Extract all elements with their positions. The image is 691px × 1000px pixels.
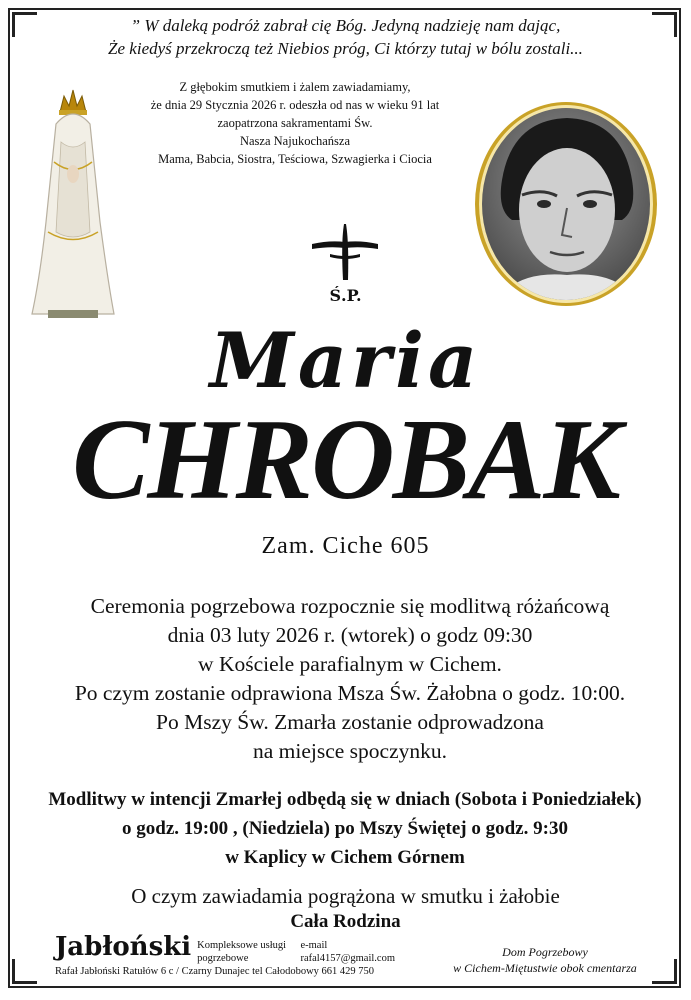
funeral-home-address: Rafał Jabłoński Ratułów 6 c / Czarny Dunajec tel Całodobowy 661 429 750 <box>55 966 375 977</box>
ceremony-info <box>40 592 660 766</box>
ceremony-line: Ceremonia pogrzebowa rozpocznie się modlitwą różańcową <box>90 594 610 618</box>
announcement-line: Nasza Najukochańsza <box>239 134 351 148</box>
last-name: CHROBAK <box>72 396 619 524</box>
location-line: Dom Pogrzebowy <box>502 945 588 959</box>
portrait-photo <box>472 100 660 308</box>
announcement <box>130 78 460 168</box>
prayers-info <box>30 785 660 872</box>
poem-line: ” W daleką podróż zabrał cię Bóg. Jedyną nadzieję nam dając, <box>130 16 561 35</box>
sp-label: Ś.P. <box>329 286 362 305</box>
corner-ornament <box>12 959 37 984</box>
email: e-mail rafal4157@gmail.com <box>300 940 395 964</box>
address: Zam. Ciche 605 <box>261 533 430 559</box>
first-name: Maria <box>209 316 482 405</box>
crown-icon <box>59 90 87 115</box>
announcement-line: Mama, Babcia, Siostra, Teściowa, Szwagierka i Ciocia <box>158 152 432 166</box>
location-line: w Cichem-Miętustwie obok cmentarza <box>453 961 637 975</box>
brand-tagline: Kompleksowe usługi pogrzebowe <box>197 940 287 964</box>
prayers-line: w Kaplicy w Cichem Górnem <box>225 847 465 868</box>
closing-text: O czym zawiadamia pogrążona w smutku i żałobie <box>131 884 560 908</box>
ceremony-line: na miejsce spoczynku. <box>252 739 448 763</box>
poem <box>0 14 691 60</box>
prayers-line: o godz. 19:00 , (Niedziela) po Mszy Świętej o godz. 9:30 <box>122 818 568 839</box>
ceremony-line: Po Mszy Św. Zmarła zostanie odprowadzona <box>156 710 544 734</box>
cross-icon <box>310 222 380 282</box>
announcement-line: że dnia 29 Stycznia 2026 r. odeszła od nas w wieku 91 lat <box>150 98 440 112</box>
prayers-line: Modlitwy w intencji Zmarłej odbędą się w dniach (Sobota i Poniedziałek) <box>48 789 642 810</box>
announcement-line: zaopatrzona sakramentami Św. <box>217 116 373 130</box>
funeral-home-info <box>55 933 395 978</box>
ceremony-line: w Kościele parafialnym w Cichem. <box>198 652 502 676</box>
ceremony-line: Po czym zostanie odprawiona Msza Św. Żałobna o godz. 10:00. <box>74 681 626 705</box>
poem-line: Że kiedyś przekroczą też Niebios próg, Ci którzy tutaj w bólu zostali... <box>108 39 583 58</box>
signature: Cała Rodzina <box>290 911 401 932</box>
ceremony-line: dnia 03 luty 2026 r. (wtorek) o godz 09:30 <box>167 623 533 647</box>
brand-logo: Jabłoński <box>55 932 192 962</box>
announcement-line: Z głębokim smutkiem i żalem zawiadamiamy, <box>179 80 411 94</box>
closing <box>0 883 691 935</box>
funeral-home-location <box>420 944 670 976</box>
